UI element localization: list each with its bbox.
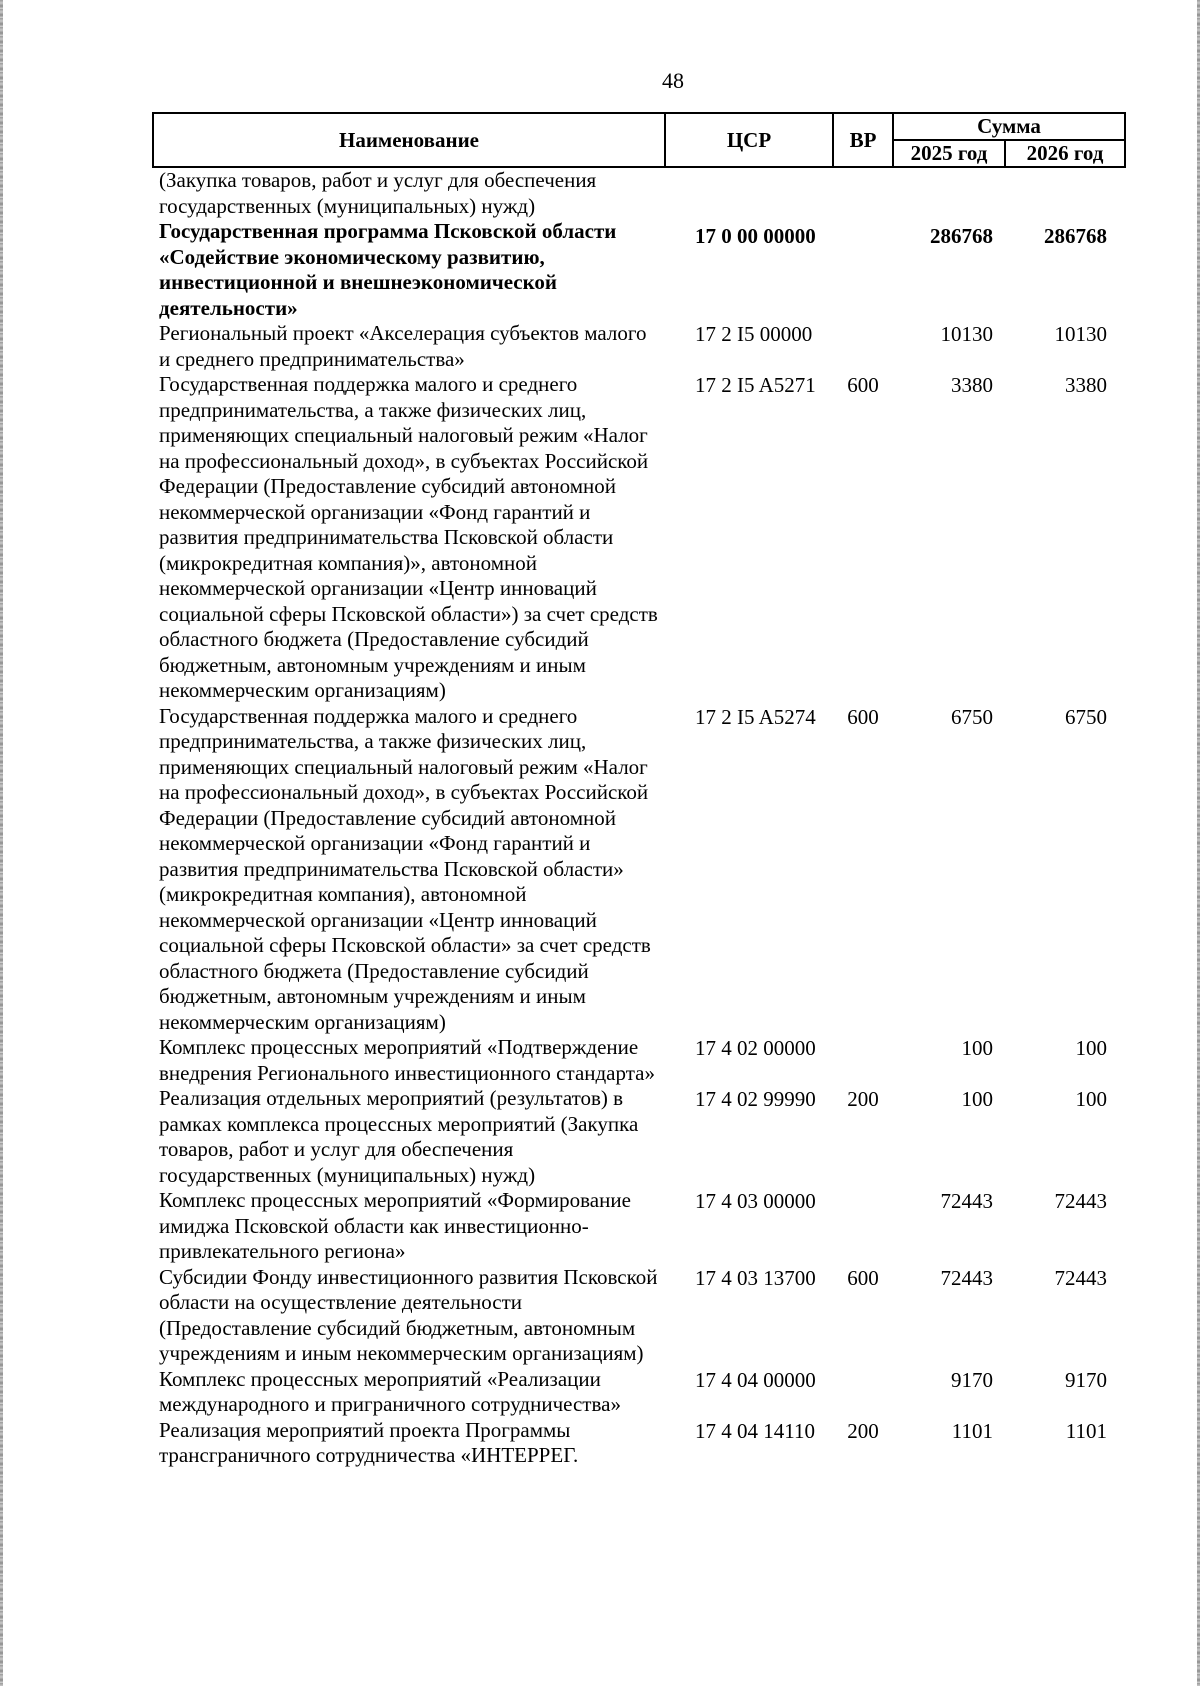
budget-table bbox=[152, 112, 1126, 1469]
row-name: Субсидии Фонду инвестиционного развития Псковской области на осуществление деятельности (Предоставление субсидий бюджетным, автономным учреждениям и иным некоммерческим организациям) bbox=[159, 1264, 658, 1365]
row-vr: 200 bbox=[847, 1418, 879, 1443]
table-row bbox=[153, 704, 1125, 1036]
table-row bbox=[153, 219, 1125, 321]
row-sum-2026: 100 bbox=[1075, 1036, 1107, 1060]
row-sum-2025: 9170 bbox=[951, 1367, 993, 1392]
row-vr bbox=[833, 1188, 893, 1265]
row-sum-2026: 72443 bbox=[1054, 1189, 1107, 1213]
header-year-2025: 2025 год bbox=[893, 140, 1005, 167]
row-csr: 17 4 03 00000 bbox=[695, 1189, 816, 1213]
row-name: Комплекс процессных мероприятий «Формирование имиджа Псковской области как инвестиционно-привлекательного региона» bbox=[159, 1188, 631, 1263]
header-sum: Сумма bbox=[893, 113, 1125, 140]
row-sum-2026: 10130 bbox=[1054, 322, 1107, 346]
row-csr: 17 2 I5 A5271 bbox=[695, 373, 816, 397]
row-sum-2025: 100 bbox=[961, 1087, 993, 1111]
row-sum-2025: 100 bbox=[961, 1036, 993, 1060]
row-sum-2026: 1101 bbox=[1065, 1418, 1107, 1443]
row-csr: 17 4 02 00000 bbox=[695, 1036, 816, 1060]
row-sum-2025: 10130 bbox=[940, 322, 993, 346]
table-body bbox=[153, 167, 1125, 1469]
row-vr bbox=[833, 167, 893, 219]
row-name: Государственная программа Псковской области «Содействие экономическому развитию, инвестиционной и внешнеэкономической деятельности» bbox=[159, 219, 617, 320]
row-sum-2026: 3380 bbox=[1065, 373, 1107, 397]
header-name: Наименование bbox=[153, 113, 665, 167]
row-vr bbox=[833, 1035, 893, 1086]
table-row bbox=[153, 167, 1125, 219]
table-row bbox=[153, 1265, 1125, 1367]
row-name: Комплекс процессных мероприятий «Подтверждение внедрения Регионального инвестиционного стандарта» bbox=[159, 1035, 655, 1085]
row-csr: 17 0 00 00000 bbox=[695, 224, 816, 248]
table-header bbox=[153, 113, 1125, 167]
row-csr: 17 4 03 13700 bbox=[695, 1265, 816, 1290]
table-row bbox=[153, 1035, 1125, 1086]
row-vr bbox=[833, 219, 893, 321]
header-vr: ВР bbox=[833, 113, 893, 167]
row-name: Комплекс процессных мероприятий «Реализации международного и приграничного сотрудничества» bbox=[159, 1366, 621, 1416]
table-row bbox=[153, 321, 1125, 372]
row-sum-2025: 72443 bbox=[940, 1189, 993, 1213]
row-name: Государственная поддержка малого и среднего предпринимательства, а также физических лиц, применяющих специальный налоговый режим «Налог на профессиональный доход», в субъектах Российской Федерации (Предоставление субсидий автономной некоммерческой организации «Фонд гарантий и развития предпринимательства Псковской области (микрокредитная компания)», автономной некоммерческой организации «Центр инноваций социальной сферы Псковской области») за счет средств областного бюджета (Предоставление субсидий бюджетным, автономным учреждениям и иным некоммерческим организациям) bbox=[159, 372, 658, 702]
row-sum-2026: 100 bbox=[1075, 1087, 1107, 1111]
row-sum-2026: 9170 bbox=[1065, 1367, 1107, 1392]
row-sum-2025: 3380 bbox=[951, 373, 993, 397]
row-vr: 600 bbox=[847, 704, 879, 729]
row-csr bbox=[665, 167, 833, 219]
row-csr: 17 2 I5 00000 bbox=[695, 322, 813, 346]
row-csr: 17 4 04 14110 bbox=[695, 1418, 815, 1443]
row-csr: 17 4 02 99990 bbox=[695, 1087, 816, 1111]
row-sum-2026: 72443 bbox=[1054, 1265, 1107, 1290]
row-sum-2025: 72443 bbox=[940, 1265, 993, 1290]
scan-edge-left bbox=[0, 0, 3, 1686]
row-csr: 17 4 04 00000 bbox=[695, 1367, 816, 1392]
row-name: Реализация отдельных мероприятий (результатов) в рамках комплекса процессных мероприятий (Закупка товаров, работ и услуг для обеспечения государственных (муниципальных) нужд) bbox=[159, 1086, 639, 1187]
header-year-2026: 2026 год bbox=[1005, 140, 1125, 167]
table-row bbox=[153, 1367, 1125, 1418]
table-row bbox=[153, 372, 1125, 704]
row-name: Реализация мероприятий проекта Программы трансграничного сотрудничества «ИНТЕРРЕГ. bbox=[159, 1417, 579, 1467]
row-sum-2025: 286768 bbox=[930, 224, 993, 248]
table-row bbox=[153, 1418, 1125, 1469]
row-sum-2026: 286768 bbox=[1044, 224, 1107, 248]
row-sum-2025: 6750 bbox=[951, 704, 993, 729]
row-vr bbox=[833, 1367, 893, 1418]
row-name: Региональный проект «Акселерация субъектов малого и среднего предпринимательства» bbox=[159, 321, 647, 371]
row-vr: 200 bbox=[847, 1087, 879, 1111]
row-name: Государственная поддержка малого и среднего предпринимательства, а также физических лиц, применяющих специальный налоговый режим «Налог на профессиональный доход», в субъектах Российской Федерации (Предоставление субсидий автономной некоммерческой организации «Фонд гарантий и развития предпринимательства Псковской области» (микрокредитная компания), автономной некоммерческой организации «Центр инноваций социальной сферы Псковской области» за счет средств областного бюджета (Предоставление субсидий бюджетным, автономным учреждениям и иным некоммерческим организациям) bbox=[159, 703, 651, 1034]
row-sum-2026 bbox=[1005, 167, 1125, 219]
row-vr bbox=[833, 321, 893, 372]
row-sum-2026: 6750 bbox=[1065, 704, 1107, 729]
header-csr: ЦСР bbox=[665, 113, 833, 167]
row-vr: 600 bbox=[847, 1265, 879, 1290]
page-number: 48 bbox=[662, 68, 684, 93]
row-sum-2025: 1101 bbox=[951, 1418, 993, 1443]
row-vr: 600 bbox=[847, 373, 879, 397]
row-csr: 17 2 I5 A5274 bbox=[695, 704, 816, 729]
row-name: (Закупка товаров, работ и услуг для обеспечения государственных (муниципальных) нужд) bbox=[159, 168, 597, 218]
table-row bbox=[153, 1086, 1125, 1188]
row-sum-2025 bbox=[893, 167, 1005, 219]
table-row bbox=[153, 1188, 1125, 1265]
